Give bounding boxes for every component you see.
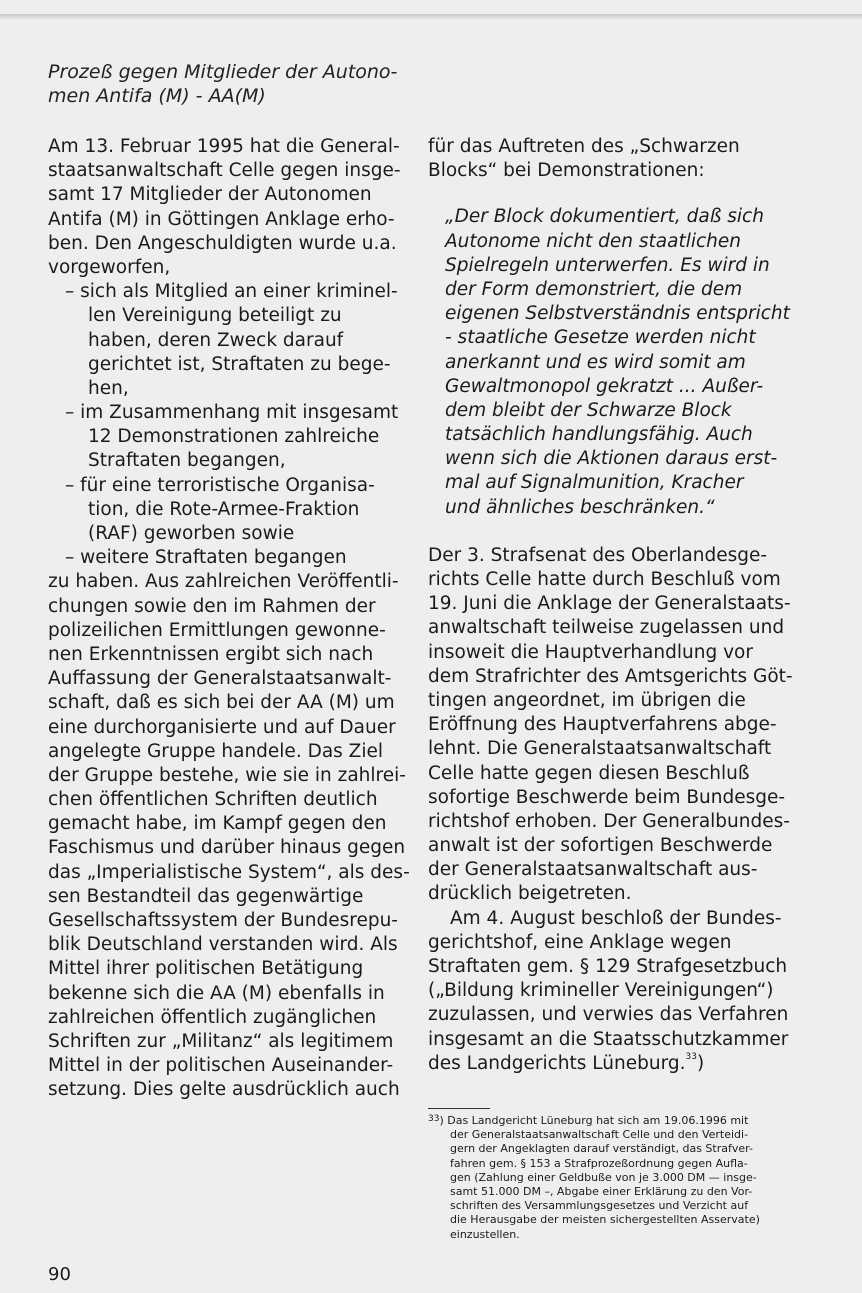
left-text-line: setzung. Dies gelte ausdrücklich auch xyxy=(48,1079,400,1101)
right-text-line: richtshof erhoben. Der Generalbundes- xyxy=(428,810,790,832)
right-text-line: dem Strafrichter des Amtsgerichts Göt- xyxy=(428,665,793,687)
right-text-line: 19. Juni die Anklage der Generalstaats- xyxy=(428,593,791,615)
right-text-line: anwalt ist der sofortigen Beschwerde xyxy=(428,835,773,857)
footnote-line: die Herausgabe der meisten sichergestellten Asservate) xyxy=(450,1213,760,1227)
footnote-line: einzustellen. xyxy=(450,1227,520,1241)
left-text-line: Faschismus und darüber hinaus gegen xyxy=(48,837,406,859)
left-text-line: das „Imperialistische System“, als des- xyxy=(48,861,410,883)
right-text-line: anwaltschaft teilweise zugelassen und xyxy=(428,617,785,639)
right-text-line: der Generalstaatsanwaltschaft aus- xyxy=(428,859,758,881)
article-heading xyxy=(48,60,408,108)
left-text-line: Auffassung der Generalstaatsanwalt- xyxy=(48,668,392,690)
footnote-line: schriften des Versammlungsgesetzes und Verzicht auf xyxy=(450,1199,749,1213)
page-top-edge xyxy=(0,14,862,20)
block-quote xyxy=(428,205,788,519)
quote-line: tatsächlich handlungsfähig. Auch xyxy=(445,424,753,446)
left-text-line: samt 17 Mitglieder der Autonomen xyxy=(48,184,372,206)
left-text-line: gemacht habe, im Kampf gegen den xyxy=(48,813,387,835)
right-text-line: insoweit die Hauptverhandlung vor xyxy=(428,641,753,663)
left-text-line: Mittel ihrer politischen Betätigung xyxy=(48,958,364,980)
footnote-line: $^{33}$) Das Landgericht Lüneburg hat sich am 19.06.1996 mit xyxy=(428,1114,749,1127)
left-text-line: schaft, daß es sich bei der AA (M) um xyxy=(48,692,395,714)
right-text-line: tingen angeordnet, im übrigen die xyxy=(428,689,746,711)
left-text-line: zu haben. Aus zahlreichen Veröffentli- xyxy=(48,571,399,593)
left-text-line: der Gruppe bestehe, wie sie in zahlrei- xyxy=(48,764,406,786)
quote-line: mal auf Signalmunition, Kracher xyxy=(445,472,744,494)
left-text-line: hen, xyxy=(88,377,129,399)
left-text-line: polizeilichen Ermittlungen gewonne- xyxy=(48,619,386,641)
footnote-line: samt 51.000 DM –, Abgabe einer Erklärung zu den Vor- xyxy=(450,1184,753,1198)
page-number: 90 xyxy=(48,1264,71,1285)
left-text-line: – im Zusammenhang mit insgesamt xyxy=(65,402,399,424)
left-text-line: vorgeworfen, xyxy=(48,256,171,278)
footnote-reference[interactable]: 33 xyxy=(685,1051,697,1062)
heading-line: men Antifa (M) - AA(M) xyxy=(48,85,266,108)
quote-line: - staatliche Gesetze werden nicht xyxy=(445,327,756,349)
left-column xyxy=(48,135,410,1103)
left-text-line: Am 13. Februar 1995 hat die General- xyxy=(48,136,400,157)
right-text-line: Straftaten gem. § 129 Strafgesetzbuch xyxy=(428,956,788,977)
footnote xyxy=(428,1114,788,1242)
left-text-line: Gesellschaftssystem der Bundesrepu- xyxy=(48,910,398,931)
heading-line: Prozeß gegen Mitglieder der Autono- xyxy=(48,61,398,83)
left-text-line: Straftaten begangen, xyxy=(88,450,286,472)
right-text-line: richts Celle hatte durch Beschluß vom xyxy=(428,569,781,590)
right-text-line: zuzulassen, und verwies das Verfahren xyxy=(428,1004,789,1026)
left-text-line: blik Deutschland verstanden wird. Als xyxy=(48,934,398,956)
footnote-marker: 33 xyxy=(428,1114,440,1124)
right-text-line: insgesamt an die Staatsschutzkammer xyxy=(428,1028,789,1050)
left-text-line: – sich als Mitglied an einer kriminel- xyxy=(65,281,398,303)
left-text-line: chungen sowie den im Rahmen der xyxy=(48,595,376,617)
quote-line: Gewaltmonopol gekratzt ... Außer- xyxy=(445,375,764,397)
right-text-line: Blocks“ bei Demonstrationen: xyxy=(428,160,705,182)
right-text-line: drücklich beigetreten. xyxy=(428,883,632,905)
left-text-line: Schriften zur „Militanz“ als legitimem xyxy=(48,1030,394,1052)
quote-line: Autonome nicht den staatlichen xyxy=(445,230,742,252)
right-text-line: sofortige Beschwerde beim Bundesge- xyxy=(428,786,786,808)
left-text-line: (RAF) geworben sowie xyxy=(88,523,295,544)
left-text-line: nen Erkenntnissen ergibt sich nach xyxy=(48,643,374,665)
left-text-line: staatsanwaltschaft Celle gegen insge- xyxy=(48,160,401,182)
left-text-line: angelegte Gruppe handele. Das Ziel xyxy=(48,740,384,762)
spacer xyxy=(428,520,788,544)
footnote-rule xyxy=(428,1108,490,1109)
quote-line: Spielregeln unterwerfen. Es wird in xyxy=(445,254,770,276)
quote-line: und ähnliches beschränken.“ xyxy=(445,496,715,518)
left-text-line: len Vereinigung beteiligt zu xyxy=(88,305,342,327)
right-text-line: gerichtshof, eine Anklage wegen xyxy=(428,931,732,953)
footnote-line: gen (Zahlung einer Geldbuße von je 3.000 DM — insge- xyxy=(450,1170,757,1184)
left-text-line: zahlreichen öffentlich zugänglichen xyxy=(48,1006,377,1028)
quote-line: anerkannt und es wird somit am xyxy=(445,351,746,373)
left-text-line: – für eine terroristische Organisa- xyxy=(65,474,375,496)
right-intro-paragraph xyxy=(428,135,788,183)
right-text-line: Der 3. Strafsenat des Oberlandesge- xyxy=(428,544,768,566)
right-text-line: lehnt. Die Generalstaatsanwaltschaft xyxy=(428,738,772,760)
left-text-line: sen Bestandteil das gegenwärtige xyxy=(48,885,364,907)
right-column xyxy=(428,135,793,1076)
right-text-line: des Landgerichts Lüneburg.$^{33}$) xyxy=(428,1051,705,1074)
right-text-line: („Bildung krimineller Vereinigungen“) xyxy=(428,980,774,1002)
left-text-line: Mittel in der politischen Auseinander- xyxy=(48,1055,394,1077)
right-paragraph-2 xyxy=(428,907,788,1076)
spacer xyxy=(428,183,788,205)
right-text-line: Eröffnung des Hauptverfahrens abge- xyxy=(428,714,777,736)
right-text-line: für das Auftreten des „Schwarzen xyxy=(428,136,740,157)
left-text-line: gerichtet ist, Straftaten zu bege- xyxy=(88,353,391,375)
right-text-line: Celle hatte gegen diesen Beschluß xyxy=(428,762,750,784)
left-text-line: bekenne sich die AA (M) ebenfalls in xyxy=(48,982,385,1004)
left-text-line: 12 Demonstrationen zahlreiche xyxy=(88,426,380,448)
left-text-line: eine durchorganisierte und auf Dauer xyxy=(48,716,396,738)
right-text-line: Am 4. August beschloß der Bundes- xyxy=(450,907,782,929)
quote-line: dem bleibt der Schwarze Block xyxy=(445,399,732,421)
footnote-line: gern der Angeklagten darauf verständigt, das Strafver- xyxy=(450,1142,753,1156)
quote-line: wenn sich die Aktionen daraus erst- xyxy=(445,448,778,470)
left-text-line: haben, deren Zweck darauf xyxy=(88,329,344,351)
quote-line: „Der Block dokumentiert, daß sich xyxy=(445,206,764,228)
left-text-line: chen öffentlichen Schriften deutlich xyxy=(48,789,378,811)
footnote-line: fahren gem. § 153 a Strafprozeßordnung gegen Aufla- xyxy=(450,1156,748,1170)
right-paragraph-1 xyxy=(428,544,793,907)
left-text-line: – weitere Straftaten begangen xyxy=(65,547,347,569)
left-text-line: Antifa (M) in Göttingen Anklage erho- xyxy=(48,208,395,230)
footnote-line: der Generalstaatsanwaltschaft Celle und den Verteidi- xyxy=(450,1128,749,1142)
left-text-line: ben. Den Angeschuldigten wurde u.a. xyxy=(48,232,397,254)
quote-line: eigenen Selbstverständnis entspricht xyxy=(445,303,790,325)
quote-line: der Form demonstriert, die dem xyxy=(445,278,743,300)
left-text-line: tion, die Rote-Armee-Fraktion xyxy=(88,498,360,520)
